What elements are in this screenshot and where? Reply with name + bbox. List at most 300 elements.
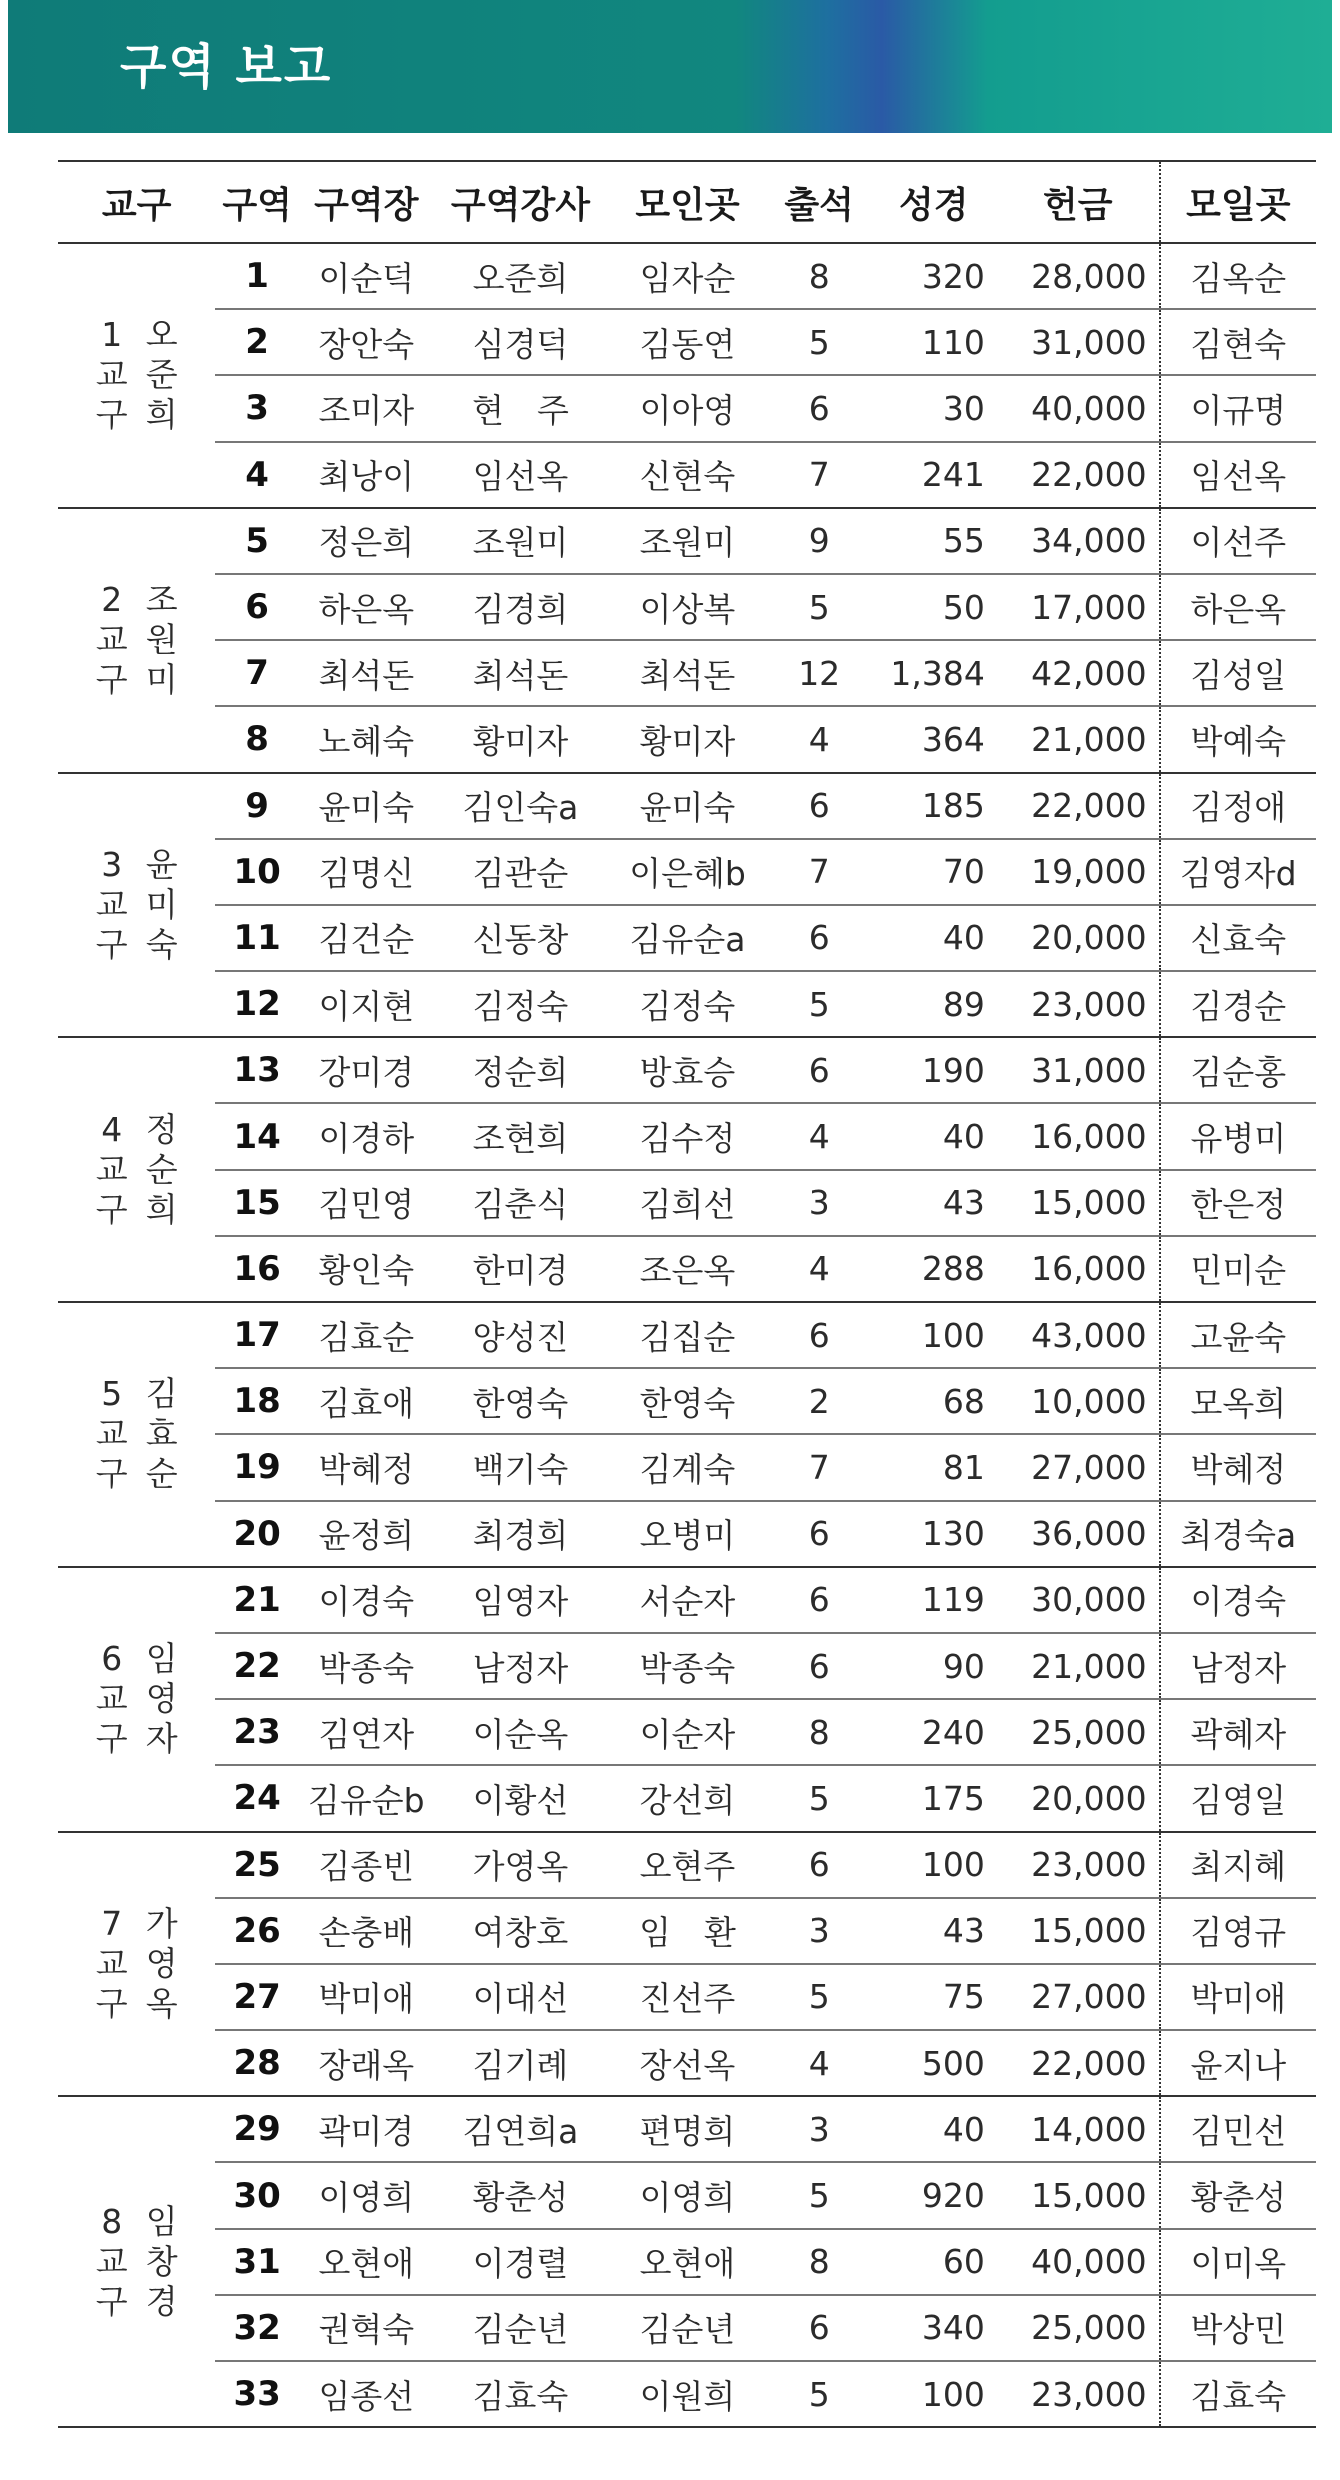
parish-number: 2 <box>101 580 123 620</box>
parish-label-char: 교 <box>95 1943 128 1983</box>
attendance-cell: 3 <box>768 1170 871 1236</box>
next-meeting-place-cell: 이선주 <box>1160 508 1316 574</box>
parish-label-char: 구 <box>95 660 128 700</box>
parish-leader-char: 가 <box>145 1903 178 1943</box>
parish-label <box>96 315 128 435</box>
attendance-cell: 2 <box>768 1368 871 1434</box>
district-number-cell: 20 <box>215 1501 299 1567</box>
parish-label-char: 교 <box>95 620 128 660</box>
offering-cell: 16,000 <box>997 1103 1160 1169</box>
attendance-cell: 4 <box>768 1236 871 1302</box>
bible-cell: 81 <box>871 1434 997 1500</box>
meeting-place-cell: 이상복 <box>607 574 768 640</box>
district-number-cell: 30 <box>215 2162 299 2228</box>
district-instructor-cell: 오준희 <box>434 243 607 309</box>
attendance-cell: 6 <box>768 375 871 441</box>
parish-leader-char: 준 <box>145 355 178 395</box>
table-row <box>58 2030 1316 2096</box>
district-number-cell: 3 <box>215 375 299 441</box>
table-row <box>58 243 1316 309</box>
offering-cell: 19,000 <box>997 839 1160 905</box>
meeting-place-cell: 신현숙 <box>607 442 768 508</box>
district-leader-cell: 이영희 <box>299 2162 434 2228</box>
bible-cell: 89 <box>871 971 997 1037</box>
parish-leader <box>146 580 178 700</box>
attendance-cell: 6 <box>768 1302 871 1368</box>
district-instructor-cell: 김인숙a <box>434 773 607 839</box>
attendance-cell: 7 <box>768 839 871 905</box>
header-next-meeting-place: 모일곳 <box>1160 161 1316 243</box>
table-row <box>58 1236 1316 1302</box>
district-leader-cell: 권혁숙 <box>299 2295 434 2361</box>
next-meeting-place-cell: 한은정 <box>1160 1170 1316 1236</box>
bible-cell: 130 <box>871 1501 997 1567</box>
header-bible: 성경 <box>871 161 997 243</box>
bible-cell: 240 <box>871 1699 997 1765</box>
district-leader-cell: 윤정희 <box>299 1501 434 1567</box>
district-number-cell: 32 <box>215 2295 299 2361</box>
district-instructor-cell: 황미자 <box>434 706 607 772</box>
meeting-place-cell: 김유순a <box>607 905 768 971</box>
district-leader-cell: 장안숙 <box>299 309 434 375</box>
parish-leader-char: 효 <box>145 1414 178 1454</box>
parish-leader-char: 미 <box>145 884 178 924</box>
district-number-cell: 6 <box>215 574 299 640</box>
next-meeting-place-cell: 이규명 <box>1160 375 1316 441</box>
bible-cell: 70 <box>871 839 997 905</box>
district-number-cell: 15 <box>215 1170 299 1236</box>
bible-cell: 40 <box>871 1103 997 1169</box>
next-meeting-place-cell: 하은옥 <box>1160 574 1316 640</box>
district-leader-cell: 김건순 <box>299 905 434 971</box>
offering-cell: 42,000 <box>997 640 1160 706</box>
bible-cell: 119 <box>871 1567 997 1633</box>
attendance-cell: 5 <box>768 2162 871 2228</box>
district-leader-cell: 윤미숙 <box>299 773 434 839</box>
parish-label-char: 구 <box>95 1719 128 1759</box>
offering-cell: 20,000 <box>997 1765 1160 1831</box>
bible-cell: 55 <box>871 508 997 574</box>
offering-cell: 20,000 <box>997 905 1160 971</box>
offering-cell: 27,000 <box>997 1964 1160 2030</box>
parish-leader-char: 영 <box>145 1679 178 1719</box>
bible-cell: 75 <box>871 1964 997 2030</box>
parish-label-char: 구 <box>95 395 128 435</box>
parish-leader-char: 창 <box>145 2241 178 2281</box>
parish-leader-char: 조 <box>145 580 178 620</box>
attendance-cell: 5 <box>768 1964 871 2030</box>
district-leader-cell: 김유순b <box>299 1765 434 1831</box>
parish-number: 8 <box>101 2201 123 2241</box>
district-instructor-cell: 정순희 <box>434 1037 607 1103</box>
district-instructor-cell: 신동창 <box>434 905 607 971</box>
parish-leader-char: 순 <box>145 1149 178 1189</box>
parish-label <box>96 845 128 965</box>
attendance-cell: 6 <box>768 1567 871 1633</box>
district-number-cell: 28 <box>215 2030 299 2096</box>
table-row <box>58 1567 1316 1633</box>
attendance-cell: 5 <box>768 1765 871 1831</box>
next-meeting-place-cell: 김영일 <box>1160 1765 1316 1831</box>
next-meeting-place-cell: 김순홍 <box>1160 1037 1316 1103</box>
meeting-place-cell: 방효승 <box>607 1037 768 1103</box>
district-instructor-cell: 한미경 <box>434 1236 607 1302</box>
district-leader-cell: 오현애 <box>299 2229 434 2295</box>
attendance-cell: 9 <box>768 508 871 574</box>
meeting-place-cell: 오병미 <box>607 1501 768 1567</box>
district-leader-cell: 장래옥 <box>299 2030 434 2096</box>
district-number-cell: 4 <box>215 442 299 508</box>
parish-number: 3 <box>101 844 123 884</box>
table-row <box>58 1832 1316 1898</box>
parish-leader-char: 오 <box>145 315 178 355</box>
next-meeting-place-cell: 고윤숙 <box>1160 1302 1316 1368</box>
district-instructor-cell: 임영자 <box>434 1567 607 1633</box>
district-leader-cell: 노혜숙 <box>299 706 434 772</box>
table-row <box>58 1633 1316 1699</box>
meeting-place-cell: 이영희 <box>607 2162 768 2228</box>
district-number-cell: 26 <box>215 1898 299 1964</box>
next-meeting-place-cell: 박혜정 <box>1160 1434 1316 1500</box>
attendance-cell: 7 <box>768 1434 871 1500</box>
meeting-place-cell: 강선희 <box>607 1765 768 1831</box>
table-row <box>58 2229 1316 2295</box>
district-instructor-cell: 김순년 <box>434 2295 607 2361</box>
table-row <box>58 971 1316 1037</box>
meeting-place-cell: 장선옥 <box>607 2030 768 2096</box>
next-meeting-place-cell: 민미순 <box>1160 1236 1316 1302</box>
district-number-cell: 14 <box>215 1103 299 1169</box>
bible-cell: 30 <box>871 375 997 441</box>
next-meeting-place-cell: 김경순 <box>1160 971 1316 1037</box>
parish-leader-char: 원 <box>145 620 178 660</box>
district-number-cell: 16 <box>215 1236 299 1302</box>
meeting-place-cell: 김집순 <box>607 1302 768 1368</box>
parish-label <box>96 1374 128 1494</box>
parish-label-char: 교 <box>95 1679 128 1719</box>
district-number-cell: 23 <box>215 1699 299 1765</box>
next-meeting-place-cell: 김효숙 <box>1160 2361 1316 2427</box>
parish-leader-char: 경 <box>145 2281 178 2321</box>
meeting-place-cell: 김수정 <box>607 1103 768 1169</box>
parish-label <box>96 1639 128 1759</box>
parish-cell <box>58 243 215 508</box>
bible-cell: 68 <box>871 1368 997 1434</box>
district-number-cell: 11 <box>215 905 299 971</box>
offering-cell: 31,000 <box>997 309 1160 375</box>
parish-label-char: 교 <box>95 355 128 395</box>
meeting-place-cell: 서순자 <box>607 1567 768 1633</box>
meeting-place-cell: 이순자 <box>607 1699 768 1765</box>
meeting-place-cell: 한영숙 <box>607 1368 768 1434</box>
table-row <box>58 1898 1316 1964</box>
header-row <box>58 161 1316 243</box>
district-number-cell: 19 <box>215 1434 299 1500</box>
bible-cell: 920 <box>871 2162 997 2228</box>
bible-cell: 175 <box>871 1765 997 1831</box>
attendance-cell: 3 <box>768 1898 871 1964</box>
meeting-place-cell: 김계숙 <box>607 1434 768 1500</box>
header-meeting-place: 모인곳 <box>607 161 768 243</box>
offering-cell: 21,000 <box>997 706 1160 772</box>
offering-cell: 14,000 <box>997 2096 1160 2162</box>
offering-cell: 21,000 <box>997 1633 1160 1699</box>
bible-cell: 500 <box>871 2030 997 2096</box>
meeting-place-cell: 김정숙 <box>607 971 768 1037</box>
bible-cell: 40 <box>871 905 997 971</box>
table-row <box>58 1501 1316 1567</box>
next-meeting-place-cell: 박상민 <box>1160 2295 1316 2361</box>
parish-leader <box>146 2202 178 2322</box>
table-row <box>58 1699 1316 1765</box>
meeting-place-cell: 조원미 <box>607 508 768 574</box>
header-district-instructor: 구역강사 <box>434 161 607 243</box>
parish-leader <box>146 1904 178 2024</box>
table-row <box>58 1037 1316 1103</box>
district-leader-cell: 정은희 <box>299 508 434 574</box>
parish-label <box>96 1904 128 2024</box>
parish-cell <box>58 1832 215 2097</box>
bible-cell: 40 <box>871 2096 997 2162</box>
bible-cell: 364 <box>871 706 997 772</box>
meeting-place-cell: 이아영 <box>607 375 768 441</box>
district-instructor-cell: 조원미 <box>434 508 607 574</box>
district-number-cell: 29 <box>215 2096 299 2162</box>
parish-leader-char: 임 <box>145 1639 178 1679</box>
district-instructor-cell: 김춘식 <box>434 1170 607 1236</box>
attendance-cell: 6 <box>768 905 871 971</box>
district-leader-cell: 하은옥 <box>299 574 434 640</box>
next-meeting-place-cell: 곽혜자 <box>1160 1699 1316 1765</box>
attendance-cell: 8 <box>768 243 871 309</box>
parish-leader-char: 희 <box>145 1189 178 1229</box>
parish-label-char: 구 <box>95 924 128 964</box>
meeting-place-cell: 김순년 <box>607 2295 768 2361</box>
attendance-cell: 6 <box>768 1832 871 1898</box>
district-instructor-cell: 심경덕 <box>434 309 607 375</box>
district-instructor-cell: 양성진 <box>434 1302 607 1368</box>
offering-cell: 17,000 <box>997 574 1160 640</box>
offering-cell: 23,000 <box>997 2361 1160 2427</box>
bible-cell: 110 <box>871 309 997 375</box>
parish-leader <box>146 315 178 435</box>
bible-cell: 288 <box>871 1236 997 1302</box>
header-district-leader: 구역장 <box>299 161 434 243</box>
attendance-cell: 8 <box>768 1699 871 1765</box>
district-leader-cell: 곽미경 <box>299 2096 434 2162</box>
offering-cell: 43,000 <box>997 1302 1160 1368</box>
bible-cell: 190 <box>871 1037 997 1103</box>
header-parish: 교구 <box>58 161 215 243</box>
district-number-cell: 27 <box>215 1964 299 2030</box>
district-instructor-cell: 김관순 <box>434 839 607 905</box>
parish-number: 4 <box>101 1109 123 1149</box>
attendance-cell: 5 <box>768 2361 871 2427</box>
district-number-cell: 9 <box>215 773 299 839</box>
bible-cell: 100 <box>871 1832 997 1898</box>
bible-cell: 340 <box>871 2295 997 2361</box>
district-leader-cell: 이경숙 <box>299 1567 434 1633</box>
parish-leader-char: 윤 <box>145 844 178 884</box>
bible-cell: 43 <box>871 1170 997 1236</box>
district-leader-cell: 황인숙 <box>299 1236 434 1302</box>
offering-cell: 28,000 <box>997 243 1160 309</box>
district-instructor-cell: 이순옥 <box>434 1699 607 1765</box>
attendance-cell: 8 <box>768 2229 871 2295</box>
next-meeting-place-cell: 김옥순 <box>1160 243 1316 309</box>
parish-label-char: 구 <box>95 2281 128 2321</box>
next-meeting-place-cell: 황춘성 <box>1160 2162 1316 2228</box>
district-leader-cell: 박미애 <box>299 1964 434 2030</box>
district-instructor-cell: 이경렬 <box>434 2229 607 2295</box>
offering-cell: 23,000 <box>997 971 1160 1037</box>
district-leader-cell: 이지현 <box>299 971 434 1037</box>
offering-cell: 40,000 <box>997 375 1160 441</box>
district-instructor-cell: 김경희 <box>434 574 607 640</box>
parish-leader-char: 임 <box>145 2201 178 2241</box>
district-number-cell: 18 <box>215 1368 299 1434</box>
district-number-cell: 5 <box>215 508 299 574</box>
district-instructor-cell: 백기숙 <box>434 1434 607 1500</box>
attendance-cell: 5 <box>768 574 871 640</box>
attendance-cell: 6 <box>768 1501 871 1567</box>
table-row <box>58 1434 1316 1500</box>
district-number-cell: 1 <box>215 243 299 309</box>
next-meeting-place-cell: 박미애 <box>1160 1964 1316 2030</box>
parish-leader-char: 영 <box>145 1943 178 1983</box>
parish-leader-char: 옥 <box>145 1983 178 2023</box>
next-meeting-place-cell: 김현숙 <box>1160 309 1316 375</box>
district-instructor-cell: 황춘성 <box>434 2162 607 2228</box>
district-leader-cell: 최낭이 <box>299 442 434 508</box>
district-leader-cell: 최석돈 <box>299 640 434 706</box>
district-leader-cell: 박혜정 <box>299 1434 434 1500</box>
offering-cell: 25,000 <box>997 2295 1160 2361</box>
parish-leader-char: 희 <box>145 395 178 435</box>
header-attendance: 출석 <box>768 161 871 243</box>
bible-cell: 100 <box>871 2361 997 2427</box>
district-leader-cell: 임종선 <box>299 2361 434 2427</box>
offering-cell: 30,000 <box>997 1567 1160 1633</box>
district-leader-cell: 김연자 <box>299 1699 434 1765</box>
next-meeting-place-cell: 김성일 <box>1160 640 1316 706</box>
offering-cell: 15,000 <box>997 2162 1160 2228</box>
offering-cell: 15,000 <box>997 1898 1160 1964</box>
next-meeting-place-cell: 김영자d <box>1160 839 1316 905</box>
meeting-place-cell: 임 환 <box>607 1898 768 1964</box>
district-leader-cell: 김효애 <box>299 1368 434 1434</box>
meeting-place-cell: 이원희 <box>607 2361 768 2427</box>
next-meeting-place-cell: 신효숙 <box>1160 905 1316 971</box>
district-leader-cell: 이경하 <box>299 1103 434 1169</box>
parish-label <box>96 2202 128 2322</box>
offering-cell: 22,000 <box>997 2030 1160 2096</box>
attendance-cell: 3 <box>768 2096 871 2162</box>
district-number-cell: 12 <box>215 971 299 1037</box>
meeting-place-cell: 조은옥 <box>607 1236 768 1302</box>
district-instructor-cell: 한영숙 <box>434 1368 607 1434</box>
parish-label-char: 구 <box>95 1454 128 1494</box>
parish-leader-char: 정 <box>145 1109 178 1149</box>
offering-cell: 36,000 <box>997 1501 1160 1567</box>
table-row <box>58 706 1316 772</box>
meeting-place-cell: 윤미숙 <box>607 773 768 839</box>
meeting-place-cell: 진선주 <box>607 1964 768 2030</box>
bible-cell: 185 <box>871 773 997 839</box>
district-instructor-cell: 이대선 <box>434 1964 607 2030</box>
page-title: 구역 보고 <box>120 39 333 95</box>
attendance-cell: 6 <box>768 1633 871 1699</box>
offering-cell: 25,000 <box>997 1699 1160 1765</box>
district-leader-cell: 김명신 <box>299 839 434 905</box>
offering-cell: 27,000 <box>997 1434 1160 1500</box>
table-row <box>58 773 1316 839</box>
bible-cell: 50 <box>871 574 997 640</box>
table-row <box>58 574 1316 640</box>
table-row <box>58 2096 1316 2162</box>
next-meeting-place-cell: 유병미 <box>1160 1103 1316 1169</box>
parish-label-char: 교 <box>95 1149 128 1189</box>
parish-label-char: 교 <box>95 2241 128 2281</box>
district-instructor-cell: 최경희 <box>434 1501 607 1567</box>
table-row <box>58 2361 1316 2427</box>
district-instructor-cell: 남정자 <box>434 1633 607 1699</box>
district-number-cell: 17 <box>215 1302 299 1368</box>
table-row <box>58 508 1316 574</box>
table-row <box>58 309 1316 375</box>
parish-number: 5 <box>101 1374 123 1414</box>
table-row <box>58 375 1316 441</box>
parish-cell <box>58 773 215 1038</box>
district-leader-cell: 김민영 <box>299 1170 434 1236</box>
table-row <box>58 442 1316 508</box>
parish-leader <box>146 845 178 965</box>
table-row <box>58 1368 1316 1434</box>
parish-label-char: 교 <box>95 1414 128 1454</box>
district-number-cell: 25 <box>215 1832 299 1898</box>
parish-label-char: 구 <box>95 1983 128 2023</box>
offering-cell: 10,000 <box>997 1368 1160 1434</box>
offering-cell: 23,000 <box>997 1832 1160 1898</box>
parish-leader-char: 숙 <box>145 924 178 964</box>
offering-cell: 31,000 <box>997 1037 1160 1103</box>
meeting-place-cell: 임자순 <box>607 243 768 309</box>
table-row <box>58 839 1316 905</box>
district-leader-cell: 김종빈 <box>299 1832 434 1898</box>
parish-number: 1 <box>101 315 123 355</box>
meeting-place-cell: 김동연 <box>607 309 768 375</box>
parish-number: 6 <box>101 1639 123 1679</box>
meeting-place-cell: 오현주 <box>607 1832 768 1898</box>
parish-label <box>96 1110 128 1230</box>
offering-cell: 15,000 <box>997 1170 1160 1236</box>
district-instructor-cell: 조현희 <box>434 1103 607 1169</box>
parish-cell <box>58 1567 215 1832</box>
parish-cell <box>58 2096 215 2427</box>
meeting-place-cell: 박종숙 <box>607 1633 768 1699</box>
attendance-cell: 5 <box>768 971 871 1037</box>
district-number-cell: 31 <box>215 2229 299 2295</box>
attendance-cell: 5 <box>768 309 871 375</box>
next-meeting-place-cell: 이미옥 <box>1160 2229 1316 2295</box>
district-instructor-cell: 현 주 <box>434 375 607 441</box>
table-row <box>58 905 1316 971</box>
district-report-table <box>58 160 1316 2428</box>
attendance-cell: 6 <box>768 2295 871 2361</box>
offering-cell: 22,000 <box>997 773 1160 839</box>
next-meeting-place-cell: 김정애 <box>1160 773 1316 839</box>
district-instructor-cell: 김정숙 <box>434 971 607 1037</box>
